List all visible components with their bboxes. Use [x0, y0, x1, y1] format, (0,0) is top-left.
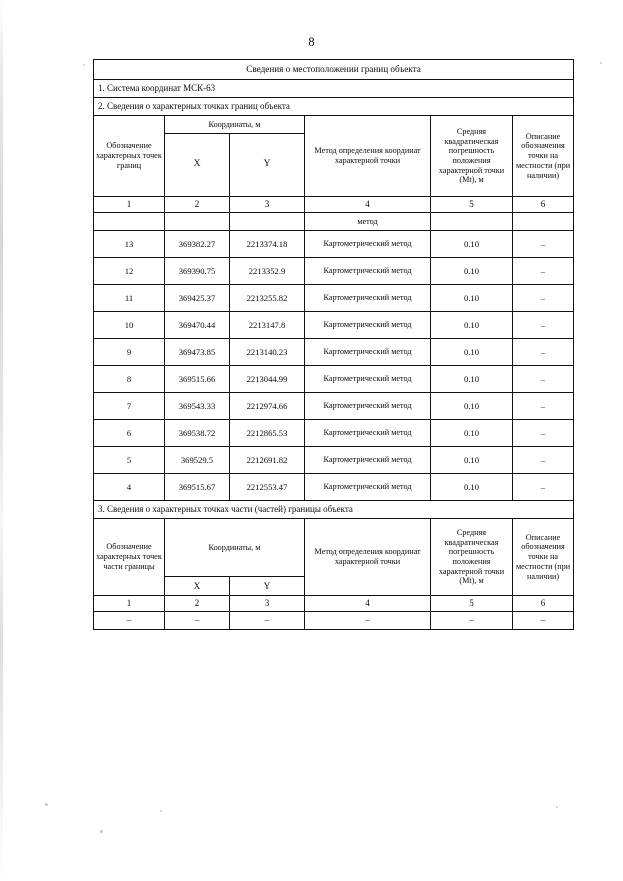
column-number-3: 3 — [230, 197, 305, 213]
cell-method: – — [305, 612, 431, 630]
cell-point: 5 — [94, 447, 165, 474]
cell-x: 369470.44 — [165, 312, 230, 339]
cell-description: – — [513, 339, 574, 366]
cell-point — [94, 213, 165, 231]
scan-speck — [600, 62, 602, 64]
cell-description: – — [513, 366, 574, 393]
column-number-1: 1 — [94, 596, 165, 612]
header-mean-square-error: Средняя квадратическая погрешность положения характерной точки (Mt), м — [431, 519, 513, 596]
header-coordinates-group: Координаты, м — [165, 116, 305, 134]
cell-error: – — [431, 612, 513, 630]
table-row — [94, 612, 574, 630]
section3-header-row-group — [94, 519, 574, 577]
cell-x: 369529.5 — [165, 447, 230, 474]
column-number-1: 1 — [94, 197, 165, 213]
cell-method: Картометрический метод — [305, 231, 431, 258]
cell-y: – — [230, 612, 305, 630]
cell-x: 369425.37 — [165, 285, 230, 312]
table-row — [94, 285, 574, 312]
cell-error: 0.10 — [431, 393, 513, 420]
cell-method: Картометрический метод — [305, 285, 431, 312]
cell-y — [230, 213, 305, 231]
cell-method: Картометрический метод — [305, 339, 431, 366]
column-number-2: 2 — [165, 596, 230, 612]
cell-x: 369543.33 — [165, 393, 230, 420]
cell-method: Картометрический метод — [305, 366, 431, 393]
cell-error: 0.10 — [431, 285, 513, 312]
header-y: Y — [230, 134, 305, 197]
cell-method: Картометрический метод — [305, 474, 431, 501]
column-number-6: 6 — [513, 596, 574, 612]
cell-method: метод — [305, 213, 431, 231]
cell-description: – — [513, 312, 574, 339]
table-row — [94, 339, 574, 366]
cell-error: 0.10 — [431, 312, 513, 339]
cell-error — [431, 213, 513, 231]
column-number-2: 2 — [165, 197, 230, 213]
cell-x — [165, 213, 230, 231]
column-number-4: 4 — [305, 197, 431, 213]
table-banner-row — [94, 60, 574, 80]
cell-y: 2212865.53 — [230, 420, 305, 447]
section2-column-number-row — [94, 197, 574, 213]
cell-method: Картометрический метод — [305, 447, 431, 474]
header-y: Y — [230, 577, 305, 596]
cell-error: 0.10 — [431, 231, 513, 258]
cell-x: 369515.67 — [165, 474, 230, 501]
header-coordinates-group: Координаты, м — [165, 519, 305, 577]
header-method: Метод определения координат характерной точки — [305, 519, 431, 596]
cell-y: 2212553.47 — [230, 474, 305, 501]
cell-description: – — [513, 393, 574, 420]
scan-speck — [556, 806, 558, 808]
header-part-point-designation: Обозначение характерных точек части границы — [94, 519, 165, 596]
cell-error: 0.10 — [431, 474, 513, 501]
cell-description — [513, 213, 574, 231]
cell-x: 369390.75 — [165, 258, 230, 285]
section3-heading: 3. Сведения о характерных точках части (частей) границы объекта — [94, 501, 574, 519]
page-number: 8 — [308, 35, 315, 49]
cell-y: 2212974.66 — [230, 393, 305, 420]
cell-method: Картометрический метод — [305, 393, 431, 420]
scan-speck — [160, 810, 162, 812]
cell-point: 8 — [94, 366, 165, 393]
cell-description: – — [513, 231, 574, 258]
header-method: Метод определения координат характерной точки — [305, 116, 431, 197]
cell-y: 2212691.82 — [230, 447, 305, 474]
section2-heading: 2. Сведения о характерных точках границ объекта — [94, 98, 574, 116]
cell-error: 0.10 — [431, 447, 513, 474]
cell-y: 2213255.82 — [230, 285, 305, 312]
cell-method: Картометрический метод — [305, 258, 431, 285]
cell-point: 4 — [94, 474, 165, 501]
table-row — [94, 231, 574, 258]
section1-heading-row — [94, 80, 574, 98]
column-number-5: 5 — [431, 197, 513, 213]
cell-point: – — [94, 612, 165, 630]
cell-error: 0.10 — [431, 420, 513, 447]
header-x: X — [165, 577, 230, 596]
cell-y: 2213374.18 — [230, 231, 305, 258]
section2-heading-row — [94, 98, 574, 116]
section3-heading-row — [94, 501, 574, 519]
table-row — [94, 447, 574, 474]
header-description: Описание обозначения точки на местности (при наличии) — [513, 116, 574, 197]
cell-description: – — [513, 474, 574, 501]
table-row — [94, 312, 574, 339]
column-number-6: 6 — [513, 197, 574, 213]
cell-x: 369515.66 — [165, 366, 230, 393]
scan-edge-artifact — [0, 0, 3, 881]
cell-x: 369538.72 — [165, 420, 230, 447]
table-row — [94, 474, 574, 501]
table-row-continued — [94, 213, 574, 231]
table-row — [94, 393, 574, 420]
cell-point: 12 — [94, 258, 165, 285]
document-sheet — [93, 59, 573, 630]
cell-point: 6 — [94, 420, 165, 447]
section1-heading: 1. Система координат МСК-63 — [94, 80, 574, 98]
cell-y: 2213147.8 — [230, 312, 305, 339]
section3-column-number-row — [94, 596, 574, 612]
table-row — [94, 366, 574, 393]
cell-point: 7 — [94, 393, 165, 420]
cell-point: 9 — [94, 339, 165, 366]
boundary-information-table — [93, 59, 574, 630]
column-number-5: 5 — [431, 596, 513, 612]
header-description: Описание обозначения точки на местности (при наличии) — [513, 519, 574, 596]
header-x: X — [165, 134, 230, 197]
header-mean-square-error: Средняя квадратическая погрешность положения характерной точки (Mt), м — [431, 116, 513, 197]
table-row — [94, 420, 574, 447]
section2-header-row-group — [94, 116, 574, 134]
cell-description: – — [513, 285, 574, 312]
header-point-designation: Обозначение характерных точек границ — [94, 116, 165, 197]
scan-speck — [45, 803, 48, 806]
cell-x: 369382.27 — [165, 231, 230, 258]
cell-point: 11 — [94, 285, 165, 312]
column-number-4: 4 — [305, 596, 431, 612]
cell-error: 0.10 — [431, 366, 513, 393]
cell-description: – — [513, 447, 574, 474]
scan-speck — [83, 64, 85, 66]
cell-y: 2213140.23 — [230, 339, 305, 366]
cell-error: 0.10 — [431, 339, 513, 366]
banner-title: Сведения о местоположении границ объекта — [94, 60, 574, 80]
cell-description: – — [513, 258, 574, 285]
cell-description: – — [513, 420, 574, 447]
cell-description: – — [513, 612, 574, 630]
cell-point: 10 — [94, 312, 165, 339]
cell-x: – — [165, 612, 230, 630]
cell-error: 0.10 — [431, 258, 513, 285]
cell-x: 369473.85 — [165, 339, 230, 366]
cell-method: Картометрический метод — [305, 420, 431, 447]
cell-y: 2213352.9 — [230, 258, 305, 285]
cell-y: 2213044.99 — [230, 366, 305, 393]
table-row — [94, 258, 574, 285]
column-number-3: 3 — [230, 596, 305, 612]
cell-method: Картометрический метод — [305, 312, 431, 339]
cell-point: 13 — [94, 231, 165, 258]
scan-speck — [100, 830, 103, 833]
